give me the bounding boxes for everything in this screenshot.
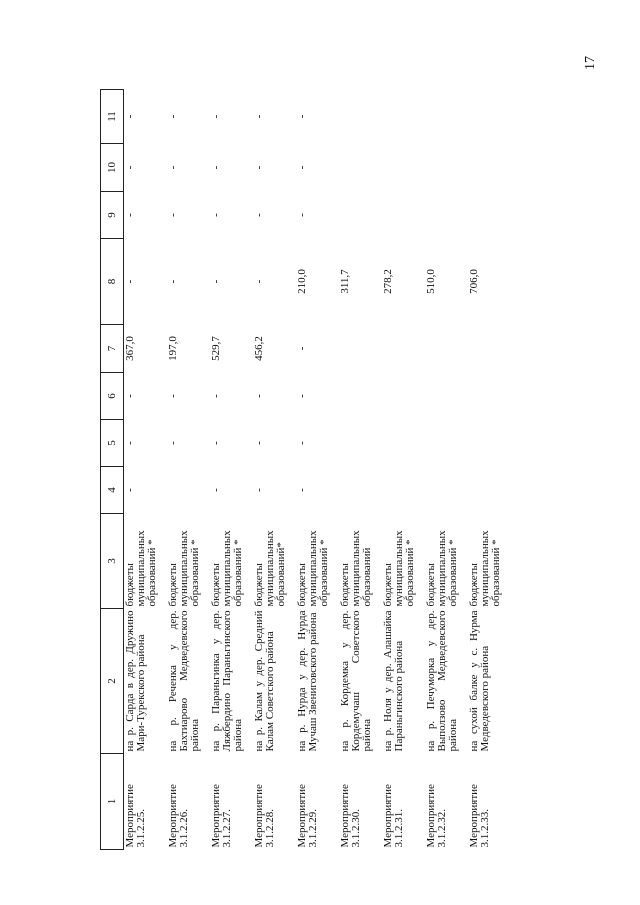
col-number: 7 [101,325,124,373]
page-number: 17 [583,56,598,70]
value-col6: - [296,394,308,398]
funding-source: бюджеты муниципальных образований * [425,530,459,607]
value-col4: - [124,488,136,492]
table-row [425,90,468,850]
value-col11: - [124,114,136,119]
measure-location: на р. Нурда у дер. Нурда Мучаш Звениговского района [296,610,319,752]
value-col9 [339,192,382,239]
value-col7 [339,325,382,373]
value-col10: - [210,165,222,170]
value-col7: 197,0 [167,336,179,361]
value-col5: - [253,441,265,445]
value-col10: - [296,165,308,170]
funding-source: бюджеты муниципальных образований * [468,530,502,607]
measure-id: Мероприятие 3.1.2.29. [296,784,319,848]
value-col10 [339,144,382,192]
col-number: 3 [101,514,124,609]
col-number: 5 [101,420,124,467]
funding-source: бюджеты муниципальных образований* [253,530,287,607]
column-number-row [101,90,124,850]
measure-location: на р. Параньгинка у дер. Ляжбердино Параньгинского района [210,610,244,752]
measure-location: на р. Кордемка у дер. Кордемучаш Советского района [339,610,373,752]
value-col8: - [253,279,265,284]
value-col8: - [124,279,136,284]
value-col5 [425,420,468,467]
value-col7: 456,2 [253,336,265,361]
value-col8: 278,2 [382,269,394,294]
value-col10 [382,144,425,192]
value-col11 [339,90,382,144]
value-col4 [468,467,511,514]
value-col4 [167,467,210,514]
value-col4 [382,467,425,514]
col-number: 9 [101,192,124,239]
funding-source: бюджеты муниципальных образований [339,530,373,607]
funding-source: бюджеты муниципальных образований * [124,530,158,607]
value-col9 [382,192,425,239]
measure-id: Мероприятие 3.1.2.31. [382,784,405,848]
value-col5 [339,420,382,467]
value-col10: - [167,165,179,170]
measure-location: на р. Ноля у дер. Алашайка Параньгинского района [382,610,405,752]
value-col8: 210,0 [296,269,308,294]
table-row [210,90,253,850]
measure-location: на р. Сарда в дер. Дружино Мари-Турекского района [124,610,147,752]
measure-id: Мероприятие 3.1.2.30. [339,784,362,848]
table-row [382,90,425,850]
value-col5 [468,420,511,467]
col-number: 11 [101,90,124,144]
value-col9: - [253,213,265,217]
value-col8: 706,0 [468,269,480,294]
value-col6 [425,373,468,420]
value-col6: - [210,394,222,398]
value-col10: - [253,165,265,170]
value-col6 [339,373,382,420]
value-col11: - [253,114,265,119]
measure-location: на р. Реченка у дер. Бахтиарово Медведевского района [167,610,201,752]
value-col7 [382,325,425,373]
value-col4 [425,467,468,514]
value-col11 [468,90,511,144]
value-col7: 529,7 [210,336,222,361]
value-col5 [382,420,425,467]
col-number: 10 [101,144,124,192]
value-col9: - [210,213,222,217]
value-col8: - [167,279,179,284]
measure-location: на сухой балке у с. Нурма Медведевского района [468,610,491,752]
value-col11 [382,90,425,144]
table-row [339,90,382,850]
value-col7: - [296,346,308,351]
value-col5: - [124,441,136,445]
value-col9: - [167,213,179,217]
value-col4 [339,467,382,514]
measure-id: Мероприятие 3.1.2.28. [253,784,276,848]
value-col11: - [210,114,222,119]
value-col4: - [253,488,265,492]
value-col9 [468,192,511,239]
value-col11: - [167,114,179,119]
value-col10 [468,144,511,192]
funding-source: бюджеты муниципальных образований * [167,530,201,607]
value-col5: - [210,441,222,445]
value-col6: - [253,394,265,398]
value-col7: 367,0 [124,336,136,361]
measure-id: Мероприятие 3.1.2.25. [124,784,147,848]
value-col10: - [124,165,136,170]
funding-source: бюджеты муниципальных образований * [296,530,330,607]
table-row [468,90,511,850]
value-col5: - [296,441,308,445]
table-row [124,90,168,850]
value-col4: - [296,488,308,492]
value-col11 [425,90,468,144]
table-row [167,90,210,850]
value-col6 [382,373,425,420]
measure-id: Мероприятие 3.1.2.26. [167,784,190,848]
value-col9: - [296,213,308,217]
rotated-table-container [100,90,630,850]
value-col7 [468,325,511,373]
value-col8: 510,0 [425,269,437,294]
value-col8: - [210,279,222,284]
value-col6 [468,373,511,420]
value-col6: - [124,394,136,398]
measures-table [100,89,511,850]
measure-id: Мероприятие 3.1.2.33. [468,784,491,848]
col-number: 8 [101,239,124,325]
measure-location: на р. Печуморка у дер. Выползово Медведевского района [425,610,459,752]
value-col9: - [124,213,136,217]
value-col11: - [296,114,308,119]
measure-id: Мероприятие 3.1.2.27. [210,784,233,848]
value-col4: - [210,488,222,492]
col-number: 4 [101,467,124,514]
value-col5: - [167,441,179,445]
value-col6: - [167,394,179,398]
col-number: 1 [101,754,124,850]
value-col10 [425,144,468,192]
value-col8: 311,7 [339,269,351,294]
col-number: 6 [101,373,124,420]
table-row [253,90,296,850]
funding-source: бюджеты муниципальных образований * [382,530,416,607]
measure-id: Мероприятие 3.1.2.32. [425,784,448,848]
value-col9 [425,192,468,239]
value-col7 [425,325,468,373]
table-row [296,90,339,850]
col-number: 2 [101,609,124,754]
measure-location: на р. Калам у дер. Средний Калам Советского района [253,610,276,752]
funding-source: бюджеты муниципальных образований * [210,530,244,607]
